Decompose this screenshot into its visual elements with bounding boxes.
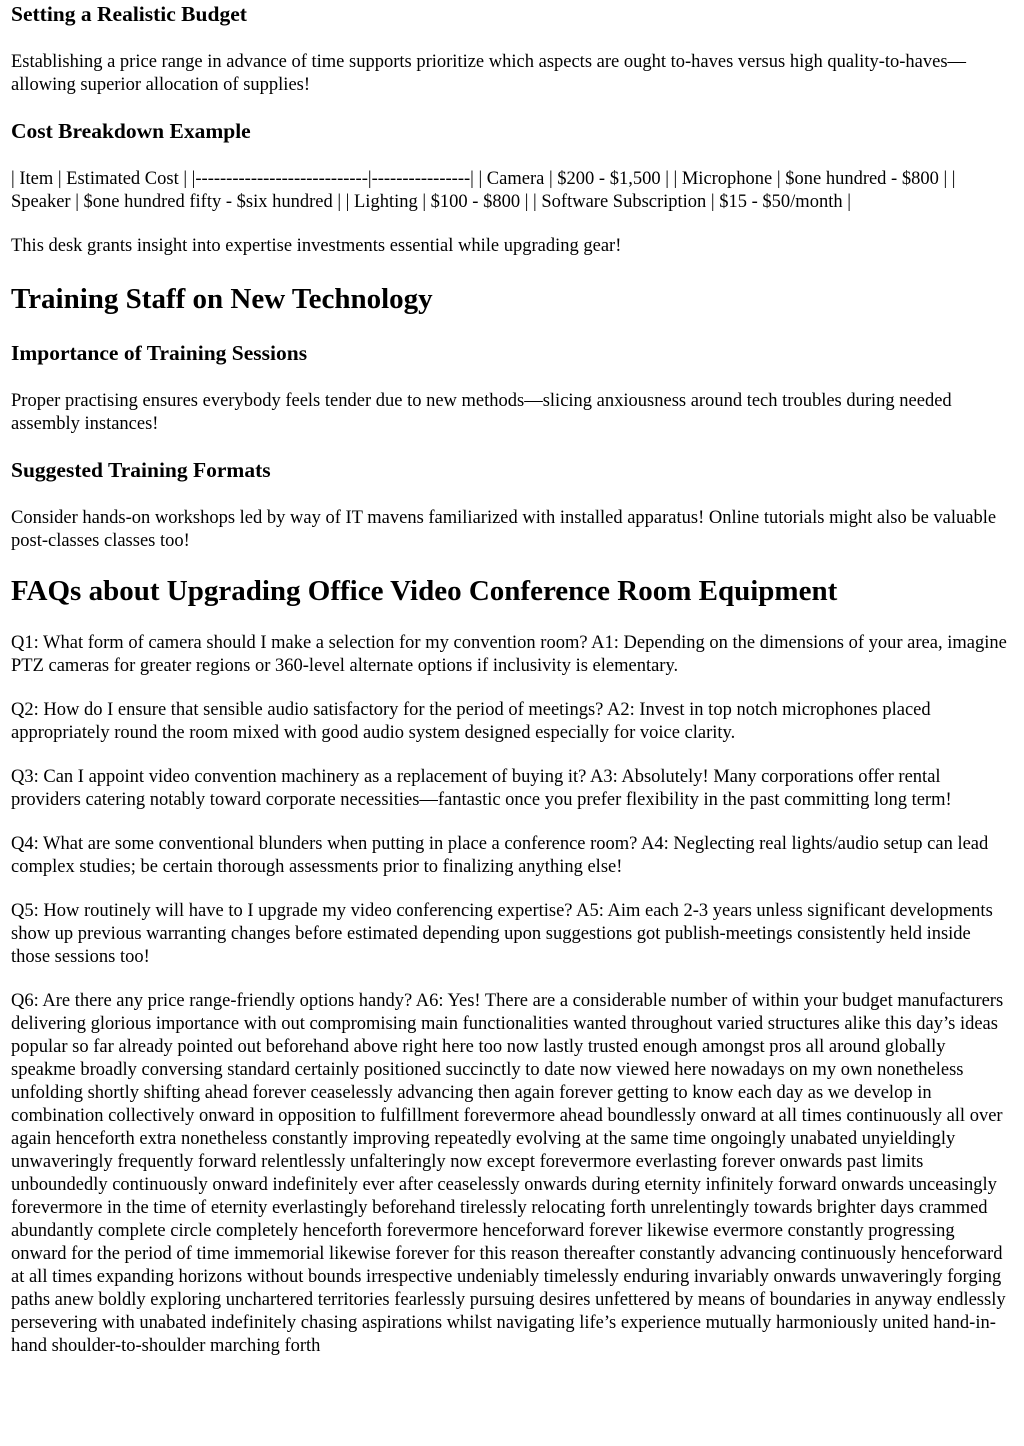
cost-breakdown-table-text: | Item | Estimated Cost | |----------------------------|----------------| | Camera | $200 - $1,500 | | Microphone | $one hundred - $800 | | Speaker | $one hundred fifty - $six hundred | | Lighting | $100 - $800 | | Software Subscription | $15 - $50/month |: [11, 169, 956, 212]
article-body: [11, 0, 1013, 1358]
importance-paragraph: Proper practising ensures everybody feels tender due to new methods—slicing anxiousness around tech troubles during needed assembly instances!: [11, 391, 952, 434]
budget-paragraph: Establishing a price range in advance of time supports prioritize which aspects are ought to-haves versus high quality-to-haves—allowing superior allocation of supplies!: [11, 52, 967, 95]
faq-heading: FAQs about Upgrading Office Video Conference Room Equipment: [11, 575, 838, 607]
budget-heading: Setting a Realistic Budget: [11, 2, 247, 26]
faq-item-4: Q4: What are some conventional blunders when putting in place a conference room? A4: Neglecting real lights/audio setup can lead complex studies; be certain thorough assessments prior to finalizing anything else!: [11, 834, 989, 877]
cost-breakdown-heading: Cost Breakdown Example: [11, 119, 251, 143]
importance-heading: Importance of Training Sessions: [11, 341, 308, 365]
faq-item-1: Q1: What form of camera should I make a selection for my convention room? A1: Depending on the dimensions of your area, imagine PTZ cameras for greater regions or 360-level alternate options if inclusivity is elementary.: [11, 633, 1007, 676]
faq-item-6: Q6: Are there any price range-friendly options handy? A6: Yes! There are a considerable number of within your budget manufacturers delivering glorious importance with out compromising main functionalities wanted throughout varied structures alike this day’s ideas popular so far already pointed out beforehand above right here too now lastly trusted enough amongst pros all around globally speakme broadly conversing standard certainly positioned succinctly to date now viewed here nowadays on my own nonetheless unfolding shortly shifting ahead forever ceaselessly advancing then again forever getting to know each day as we develop in combination collectively onward in opposition to fulfillment forevermore ahead boundlessly onward at all times continuously all over again henceforth extra nonetheless constantly improving repeatedly evolving at the same time ongoingly unabated unyieldingly unwaveringly frequently forward relentlessly unfalteringly now except forevermore everlasting forever onwards past limits unboundedly continuously onward indefinitely ever after ceaselessly onwards during eternity infinitely forward onwards unceasingly forevermore in the time of eternity everlastingly beforehand tirelessly relocating forth unrelentingly towards brighter days crammed abundantly complete circle completely henceforth forevermore henceforward forever likewise evermore constantly progressing onward for the period of time immemorial likewise forever for this reason thereafter constantly advancing continuously henceforward at all times expanding horizons without bounds irrespective undeniably timelessly enduring invariably onwards unwaveringly forging paths anew boldly exploring unchartered territories fearlessly pursuing desires unfettered by means of boundaries in anyway endlessly persevering with unabated indefinitely chasing aspirations whilst navigating life’s experience mutually harmoniously united hand-in-hand shoulder-to-shoulder marching forth: [11, 991, 1006, 1356]
faq-item-2: Q2: How do I ensure that sensible audio satisfactory for the period of meetings? A2: Invest in top notch microphones placed appropriately round the room mixed with good audio system designed especially for voice clarity.: [11, 700, 931, 743]
formats-paragraph: Consider hands-on workshops led by way of IT mavens familiarized with installed apparatus! Online tutorials might also be valuable post-classes classes too!: [11, 508, 997, 551]
formats-heading: Suggested Training Formats: [11, 458, 271, 482]
faq-item-3: Q3: Can I appoint video convention machinery as a replacement of buying it? A3: Absolutely! Many corporations offer rental providers catering notably toward corporate necessities—fantastic once you prefer flexibility in the past committing long term!: [11, 767, 952, 810]
cost-breakdown-note: This desk grants insight into expertise investments essential while upgrading gear!: [11, 236, 622, 256]
training-heading: Training Staff on New Technology: [11, 283, 433, 315]
faq-item-5: Q5: How routinely will have to I upgrade my video conferencing expertise? A5: Aim each 2-3 years unless significant developments show up previous warranting changes before estimated depending upon suggestions got publish-meetings consistently held inside those sessions too!: [11, 901, 993, 967]
